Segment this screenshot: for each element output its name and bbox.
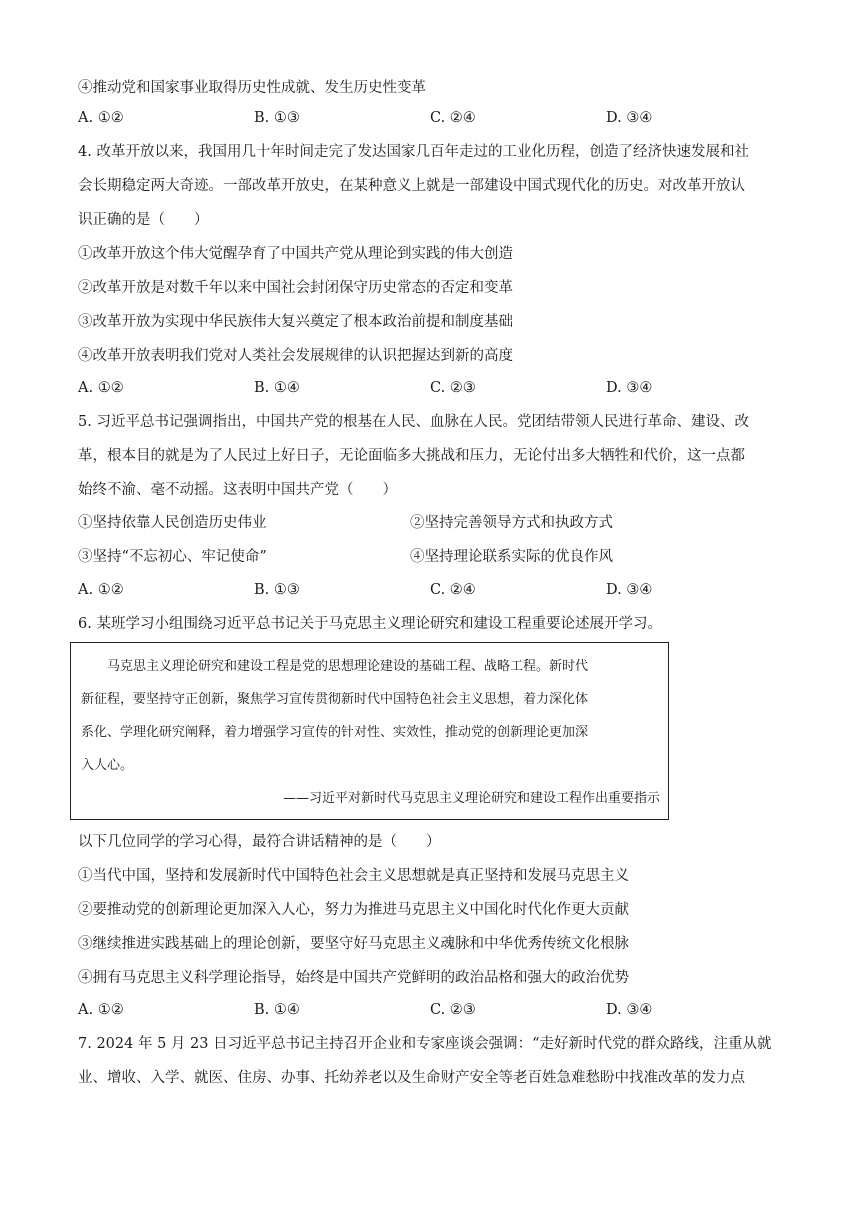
q5-statements-row-1 — [78, 513, 778, 533]
q5-statement-1: ①坚持依靠人民创造历史伟业 — [78, 515, 267, 531]
q5-stem-line-3: 始终不渝、毫不动摇。这表明中国共产党（ ） — [78, 482, 397, 498]
q3-option-b[interactable]: B. ①③ — [254, 110, 300, 126]
q6-option-a[interactable]: A. ①② — [78, 1002, 124, 1018]
q5-statement-3: ③坚持“不忘初心、牢记使命” — [78, 549, 267, 565]
q4-statement-3: ③改革开放为实现中华民族伟大复兴奠定了根本政治前提和制度基础 — [78, 314, 513, 330]
q3-options — [78, 108, 778, 128]
q3-option-c[interactable]: C. ②④ — [430, 110, 476, 126]
q5-option-d[interactable]: D. ③④ — [606, 582, 653, 598]
q5-statement-4: ④坚持理论联系实际的优良作风 — [410, 549, 613, 565]
q6-statement-2: ②要推动党的创新理论更加深入人心，努力为推进马克思主义中国化时代化作更大贡献 — [78, 902, 629, 918]
q5-options — [78, 580, 778, 600]
q6-prompt: 以下几位同学的学习心得，最符合讲话精神的是（ ） — [78, 834, 441, 850]
q6-statement-1: ①当代中国，坚持和发展新时代中国特色社会主义思想就是真正坚持和发展马克思主义 — [78, 868, 629, 884]
q4-stem-line-3: 识正确的是（ ） — [78, 212, 209, 228]
q6-option-d[interactable]: D. ③④ — [606, 1002, 653, 1018]
q6-quote-line-3: 系化、学理化研究阐释，着力增强学习宣传的针对性、实效性，推动党的创新理论更加深 — [81, 725, 589, 740]
q3-option-d[interactable]: D. ③④ — [606, 110, 653, 126]
q5-statements-row-2 — [78, 547, 778, 567]
q4-option-c[interactable]: C. ②③ — [430, 380, 476, 396]
q6-quote-line-2: 新征程，要坚持守正创新，聚焦学习宣传贯彻新时代中国特色社会主义思想，着力深化体 — [81, 692, 589, 707]
q3-statement-4: ④推动党和国家事业取得历史性成就、发生历史性变革 — [78, 80, 426, 96]
q6-option-b[interactable]: B. ①④ — [254, 1002, 300, 1018]
q5-option-c[interactable]: C. ②④ — [430, 582, 476, 598]
q7-stem-line-2: 业、增收、入学、就医、住房、办事、托幼养老以及生命财产安全等老百姓急难愁盼中找准改革的发力点 — [78, 1070, 745, 1086]
q6-option-c[interactable]: C. ②③ — [430, 1002, 476, 1018]
q4-stem-line-1: 4. 改革开放以来，我国用几十年时间走完了发达国家几百年走过的工业化历程，创造了经济快速发展和社 — [78, 144, 749, 160]
q4-stem-line-2: 会长期稳定两大奇迹。一部改革开放史，在某种意义上就是一部建设中国式现代化的历史。对改革开放认 — [78, 178, 745, 194]
q4-statement-1: ①改革开放这个伟大觉醒孕育了中国共产党从理论到实践的伟大创造 — [78, 246, 513, 262]
q4-option-a[interactable]: A. ①② — [78, 380, 124, 396]
q6-quote-line-1: 马克思主义理论研究和建设工程是党的思想理论建设的基础工程、战略工程。新时代 — [81, 659, 589, 674]
q6-options — [78, 1000, 778, 1020]
q5-statement-2: ②坚持完善领导方式和执政方式 — [410, 515, 613, 531]
q5-option-a[interactable]: A. ①② — [78, 582, 124, 598]
q6-quote-line-4: 入人心。 — [81, 758, 134, 773]
q4-statement-2: ②改革开放是对数千年以来中国社会封闭保守历史常态的否定和变革 — [78, 280, 513, 296]
q4-option-d[interactable]: D. ③④ — [606, 380, 653, 396]
q6-quote-box — [70, 642, 669, 820]
q6-statement-4: ④拥有马克思主义科学理论指导，始终是中国共产党鲜明的政治品格和强大的政治优势 — [78, 970, 629, 986]
q6-quote-source: ——习近平对新时代马克思主义理论研究和建设工程作出重要指示 — [282, 791, 660, 806]
q4-option-b[interactable]: B. ①④ — [254, 380, 300, 396]
q5-option-b[interactable]: B. ①③ — [254, 582, 300, 598]
q7-stem-line-1: 7. 2024 年 5 月 23 日习近平总书记主持召开企业和专家座谈会强调：“走好新时代党的群众路线，注重从就 — [78, 1036, 772, 1052]
q6-stem: 6. 某班学习小组围绕习近平总书记关于马克思主义理论研究和建设工程重要论述展开学习。 — [78, 616, 662, 632]
q5-stem-line-1: 5. 习近平总书记强调指出，中国共产党的根基在人民、血脉在人民。党团结带领人民进行革命、建设、改 — [78, 414, 749, 430]
q3-option-a[interactable]: A. ①② — [78, 110, 124, 126]
q6-statement-3: ③继续推进实践基础上的理论创新，要坚守好马克思主义魂脉和中华优秀传统文化根脉 — [78, 936, 629, 952]
q4-statement-4: ④改革开放表明我们党对人类社会发展规律的认识把握达到新的高度 — [78, 348, 513, 364]
q4-options — [78, 378, 778, 398]
q5-stem-line-2: 革，根本目的就是为了人民过上好日子，无论面临多大挑战和压力，无论付出多大牺牲和代价，这一点都 — [78, 448, 745, 464]
